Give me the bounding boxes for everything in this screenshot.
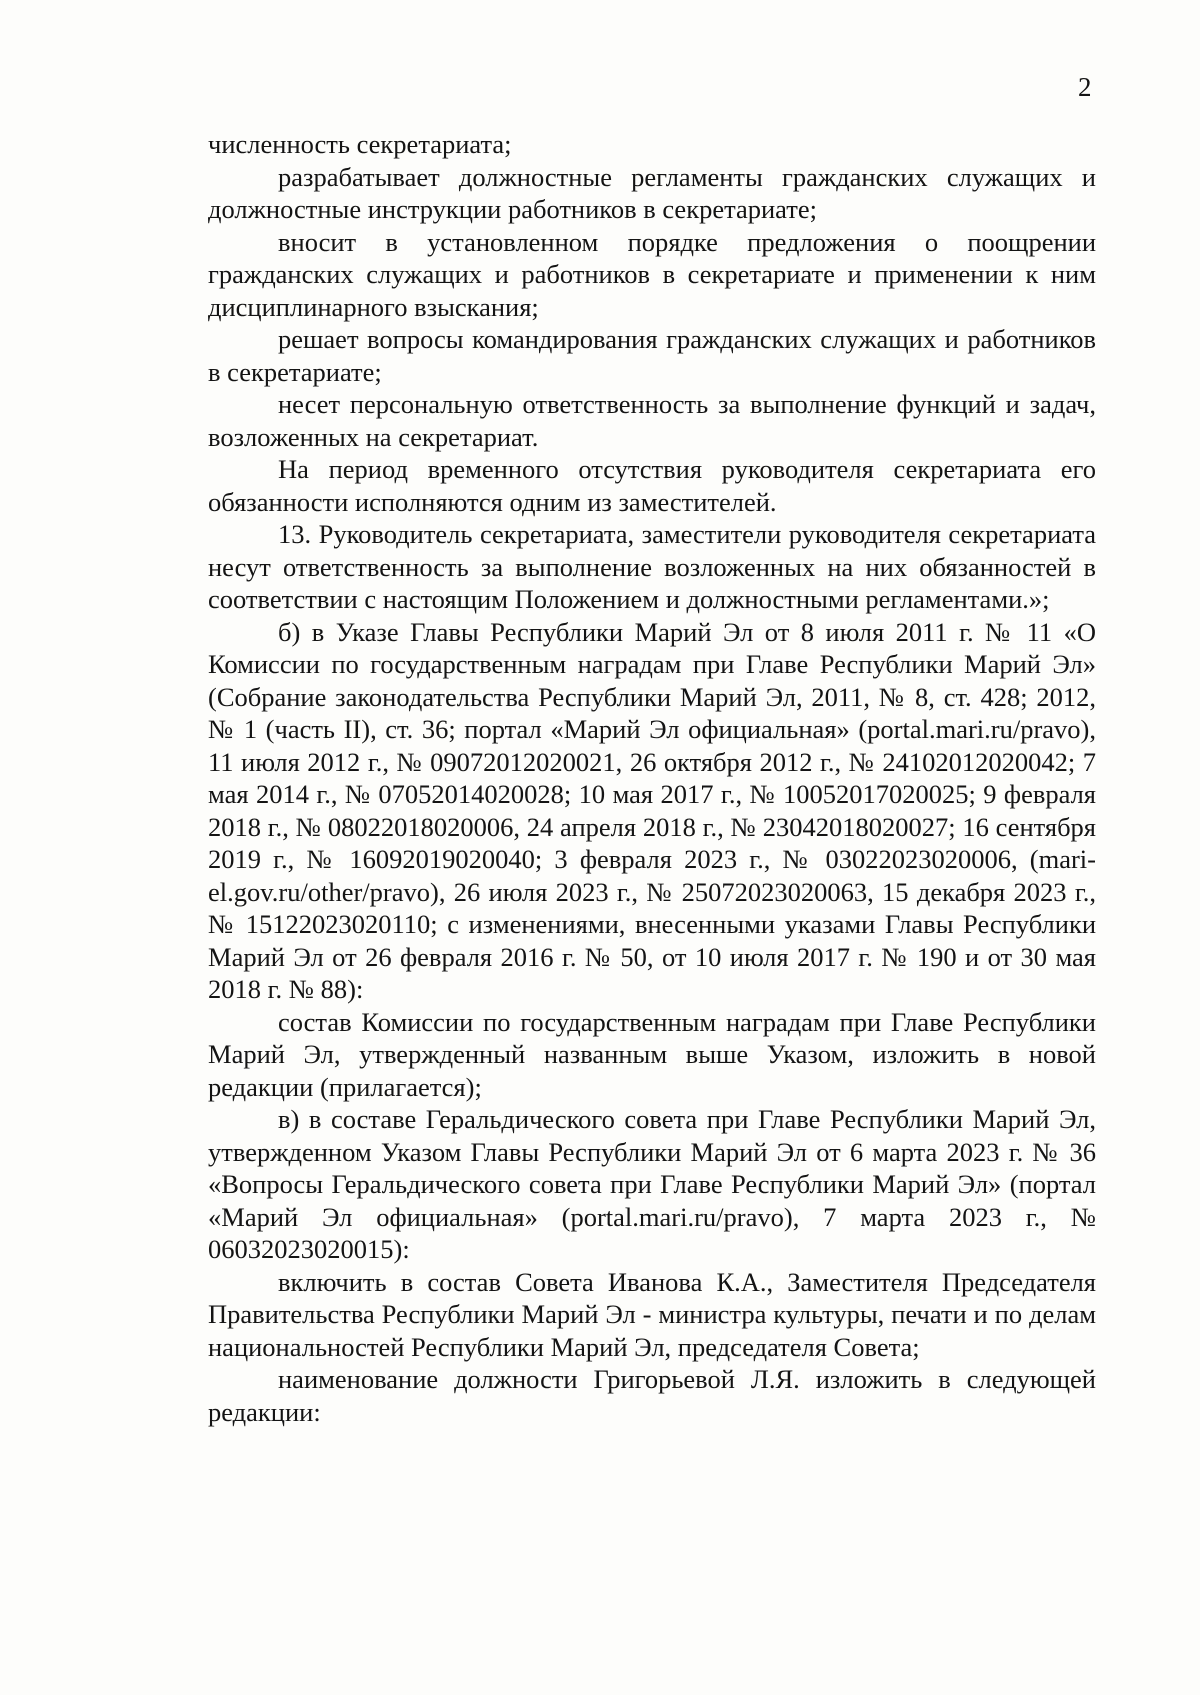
paragraph: наименование должности Григорьевой Л.Я. изложить в следующей редакции: [208,1364,1096,1427]
page-number: 2 [1078,72,1092,102]
paragraph: решает вопросы командирования гражданских служащих и работников в секретариате; [208,324,1096,387]
paragraph: 13. Руководитель секретариата, заместители руководителя секретариата несут ответственность за выполнение возложенных на них обязанностей в соответствии с настоящим Положением и должностными регламентами.»; [208,519,1096,614]
paragraph: несет персональную ответственность за выполнение функций и задач, возложенных на секретариат. [208,389,1096,452]
paragraph: вносит в установленном порядке предложения о поощрении гражданских служащих и работников в секретариате и применении к ним дисциплинарного взыскания; [208,226,1096,322]
paragraph: включить в состав Совета Иванова К.А., Заместителя Председателя Правительства Республики Марий Эл - министра культуры, печати и по делам национальностей Республики Марий Эл, председателя Совета; [208,1266,1096,1362]
paragraph: в) в составе Геральдического совета при Главе Республики Марий Эл, утвержденном Указом Главы Республики Марий Эл от 6 марта 2023 г. № 36 «Вопросы Геральдического совета при Главе Республики Марий Эл» (портал «Марий Эл официальная» (portal.mari.ru/pravo), 7 марта 2023 г., № 06032023020015): [208,1104,1096,1264]
paragraph: разрабатывает должностные регламенты гражданских служащих и должностные инструкции работников в секретариате; [208,161,1096,224]
paragraph: б) в Указе Главы Республики Марий Эл от 8 июля 2011 г. № 11 «О Комиссии по государственным наградам при Главе Республики Марий Эл» (Собрание законодательства Республики Марий Эл, 2011, № 8, ст. 428; 2012, № 1 (часть II), ст. 36; портал «Марий Эл официальная» (portal.mari.ru/pravo), 11 июля 2012 г., № 09072012020021, 26 октября 2012 г., № 24102012020042; 7 мая 2014 г., № 07052014020028; 10 мая 2017 г., № 10052017020025; 9 февраля 2018 г., № 08022018020006, 24 апреля 2018 г., № 23042018020027; 16 сентября 2019 г., № 16092019020040; 3 февраля 2023 г., № 03022023020006, (mari-el.gov.ru/other/pravo), 26 июля 2023 г., № 25072023020063, 15 декабря 2023 г., № 15122023020110; с изменениями, внесенными указами Главы Республики Марий Эл от 26 февраля 2016 г. № 50, от 10 июля 2017 г. № 190 и от 30 мая 2018 г. № 88): [208,616,1096,1004]
paragraph: численность секретариата; [208,129,512,159]
paragraph: На период временного отсутствия руководителя секретариата его обязанности исполняются одним из заместителей. [208,454,1096,517]
paragraph: состав Комиссии по государственным наградам при Главе Республики Марий Эл, утвержденный названным выше Указом, изложить в новой редакции (прилагается); [208,1006,1096,1102]
document-body [208,128,1096,1428]
